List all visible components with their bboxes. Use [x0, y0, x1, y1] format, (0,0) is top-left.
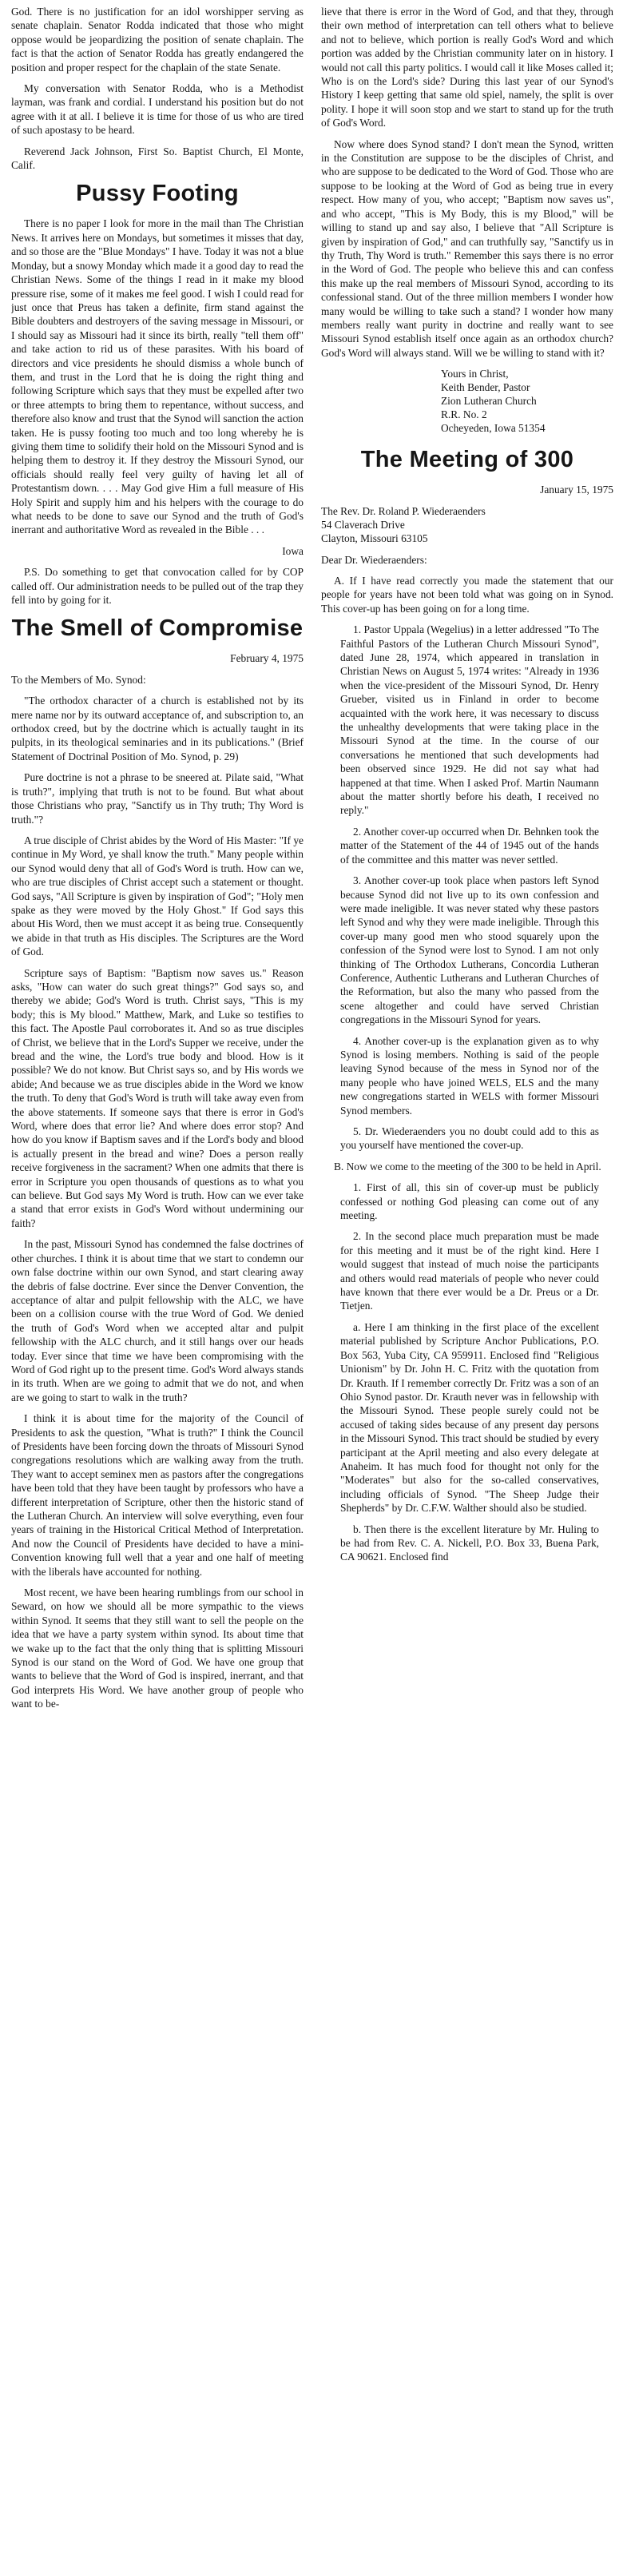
pussy-footing-location: Iowa — [282, 544, 304, 557]
meeting-address — [321, 504, 613, 545]
meeting-item: 5. Dr. Wiederaenders you no doubt could add to this as you yourself have mentioned the cover-up. — [340, 1125, 599, 1152]
meeting-sub-item: b. Then there is the excellent literature by Mr. Huling to be had from Rev. C. A. Nickell, P.O. Box 33, Buena Park, CA 90621. Enclosed find — [340, 1523, 599, 1563]
smell-paragraph: A true disciple of Christ abides by the Word of His Master: "If ye continue in My Word, ye shall know the truth." Many people within our Synod would deny that all of God's Word is truth. How can we, who are true disciples of Christ accept such a statement or thought. God says, "All Scripture is given by inspiration of God"; "Holy men spake as they were moved by the Holy Ghost." If God says this about His Word, then we must accept it as being true. Consequently we abide in that truth as His disciples. The Scriptures are the Word of God. — [11, 834, 304, 958]
smell-continued: lieve that there is error in the Word of God, and that they, through their own method of interpretation can tell others what to believe and not to believe, which portion is really God's Word and which portion was added by the Christian community later on in history. I would not call this party politics. I would call it like Moses called it; Who is on the Lord's side? During this last year of our Synod's History I keep getting that same old spiel, namely, the split is over polity. I hope it will soon stop and we start to stand up for the truth of God's Word. — [321, 6, 613, 129]
smell-paragraph: In the past, Missouri Synod has condemned the false doctrines of other churches. I think it is about time that we start to condemn our own false doctrine within our own Synod, and start clearing away the debris of false doctrine. Ever since the Denver Convention, the acceptance of altar and pulpit fellowship with the ALC, we have been on a collision course with the true Word of God. We denied the truth of God's Word when we accepted altar and pulpit fellowship with the ALC church, and it still hangs over our heads today. Ever since that time we have been compromising with the Word of God right up to the present time. God's Word always stands in its truth. When are we going to admit that we do not, and when are we going to start to walk in the truth? — [11, 1238, 304, 1403]
meeting-item: 4. Another cover-up is the explanation given as to why Synod is losing members. Nothing is said of the people leaving Synod because of the mess in Synod nor of the many people who have joined WELS, ELS and the many new congregations started in WELS with former Missouri Synod members. — [340, 1034, 599, 1117]
left-column — [11, 5, 304, 2576]
smell-continued: Now where does Synod stand? I don't mean the Synod, written in the Constitution are suppose to be the disciples of Christ, and who are suppose to be dedicated to the Word of God. Those who are suppose to be looking at the Word of God as being true in every respect. How many of you, who accept; "Baptism now saves us", and who accept, "This is My Body, this is my Blood," will be willing to stand up and say also, I believe that "All Scripture is given by inspiration of God," and can truthfully say, "Sanctify us in thy Truth, Thy Word is truth." Remember this says there is no error in the Word of God. The people who believe this and can confess this make up the real members of Missouri Synod, according to its confessional stand. Out of the three million members I wonder how many would be willing to take such a stand? I wonder how many members really want purity in doctrine and really want to see Missouri Synod establish itself once again as an orthodox church? God's Word will always stand. Will we be willing to stand with it? — [321, 137, 613, 359]
meeting-sub-item: a. Here I am thinking in the first place of the excellent material published by Scripture Anchor Publications, P.O. Box 563, Yuba City, CA 959911. Enclosed find "Religious Unionism" by Dr. John H. C. Fritz with the quotation from Dr. Krauth. If I remember correctly Dr. Fritz was a son of an Ohio Synod pastor. Dr. Krauth never was in fellowship with the Missouri Synod. These people surely could not be accused of taking sides because of any present day persons in the Missouri Synod. This tract should be studied by every participant at the April meeting and also every delegate at Anaheim. It has much food for thought not only for the "Moderates" but also for the so-called conservatives, including officials of Synod. "The Sheep Judge their Shepherds" by Dr. C.F.W. Walther should also be studied. — [340, 1320, 599, 1515]
intro-paragraph: God. There is no justification for an idol worshipper serving as senate chaplain. Senator Rodda indicated that those who might oppose would be jeopardizing the position of senate chaplain. The fact is that the action of Senator Rodda has greatly endangered the position and proper respect for the chaplain of the state Senate. — [11, 6, 304, 74]
intro-paragraph: My conversation with Senator Rodda, who is a Methodist layman, was frank and cordial. I understand his position but do not agree with it at all. I believe it is time for those of us who are tired of such apostasy to be heard. — [11, 82, 304, 137]
intro-signature: Reverend Jack Johnson, First So. Baptist Church, El Monte, Calif. — [11, 145, 304, 172]
signature-line: Yours in Christ, — [441, 368, 509, 380]
meeting-b-item: 1. First of all, this sin of cover-up must be publicly confessed or nothing God pleasing can come out of any meeting. — [340, 1181, 599, 1222]
signature-line: Zion Lutheran Church — [441, 395, 537, 408]
pussy-footing-body: There is no paper I look for more in the mail than The Christian News. It arrives here on Mondays, but sometimes it misses that day, and so those are the "Blue Mondays" I have. Today it was not a blue Monday, but a snowy Monday which made it a good day to read the Christian News. Some of the things I read in it make my blood pressure rise, some of it makes me feel good. I wish I could read for just once that Preus has taken a definite, firm stand against the Bible doubters and destroyers of the saving message in Missouri, or I should say as Missouri had it since its birth, really "tell them off" and take action to rid us of these parasites. With his board of directors and vice presidents he should dismiss a whole bunch of them, and trust in the Lord that he is doing the right thing and following Scripture which says that they must be expelled after two or three attempts to bring them to repentance, without success, and therefore also know and trust that the Synod will sanction the action taken. He is pussy footing too much and too long whereby he is giving them time to solidify their hold on the Missouri Synod and is helping them to destroy it. If they destroy the Missouri Synod, our officials should really feel very guilty of having let all of Protestantism down. . . . May God give Him a full measure of His Holy Spirit and supply him and his helpers with the courage to do what needs to be done to save our Synod and the truth of God's inerrant and authoritative Word as revealed in the Bible . . . — [11, 217, 304, 536]
meeting-item: 1. Pastor Uppala (Wegelius) in a letter addressed "To The Faithful Pastors of the Lutheran Church Missouri Synod", dated June 28, 1974, which appeared in translation in Christian News on August 5, 1974 writes: "Already in 1936 when the vice-president of the Missouri Synod, Dr. Henry Grueber, visited us in Finland in order to become acquainted with the work here, it was necessary to discuss the unhealthy developments that were taking place in the Missouri Synod at the time. In the course of our conversations he mentioned that such developments had been observed since 1929. He did not say what had happened at that time. When I asked Prof. Martin Naumann about the matter shortly before his death, I received no reply." — [340, 623, 599, 817]
smell-quote: "The orthodox character of a church is established not by its mere name nor by its outward acceptance of, and subscription to, an orthodox creed, but by the doctrine which is actually taught in its pulpits, in its theological seminaries and in its publications." (Brief Statement of Doctrinal Position of Mo. Synod, p. 29) — [11, 695, 304, 762]
smell-of-compromise-title: The Smell of Compromise — [11, 615, 304, 642]
address-line: 54 Claverach Drive — [321, 518, 405, 531]
meeting-date: January 15, 1975 — [540, 484, 613, 496]
signature-line: R.R. No. 2 — [441, 408, 487, 421]
address-line: The Rev. Dr. Roland P. Wiederaenders — [321, 504, 486, 517]
address-line: Clayton, Missouri 63105 — [321, 532, 428, 544]
pussy-footing-title: Pussy Footing — [76, 181, 239, 207]
meeting-item: 3. Another cover-up took place when pastors left Synod because Synod did not live up to its own confession and were made ineligible. It was never stated why these pastors left Synod and why they were made ineligible. Through this cover-up many good men who stood squarely upon the confession of the Synod were lost to Synod. I am not only thinking of The Orthodox Lutherans, Concordia Lutheran Conference, Authentic Lutherans and Lutheran Churches of the Reformation, but also the many who passed from the scene altogether and could have served Christian congregations in the Missouri Synod for years. — [340, 874, 599, 1026]
meeting-b-item: 2. In the second place much preparation must be made for this meeting and it must be of the right kind. Here I would suggest that instead of much noise the participants and others would read materials of people who never could have known that there ever would be a Dr. Preus or a Dr. Tietjen. — [340, 1230, 599, 1312]
smell-paragraph: Scripture says of Baptism: "Baptism now saves us." Reason asks, "How can water do such great things?" God says so, and thereby we abide; God's Word is truth. Christ says, "This is my body; this is My blood." Matthew, Mark, and Luke so testifies to this fact. The Apostle Paul corroborates it. And so as true disciples of Christ, we believe that in the Lord's Supper we receive, under the bread and the wine, the Lord's true body and blood. How is it possible? We do not know. But Christ says so, and by His words we abide; And because we as true disciples abide in the Word we know the truth. To deny that God's Word is truth will take away even from the above statements. If someone says that there is error in God's Word, where does that error lie? And where does error stop? And how do you know if Baptism saves and if the Lord's body and blood is actually present in the bread and wine? Does a person really receive forgiveness in the sacrament? When one admits that there is error in Scripture you open thousands of questions as to what you can believe. But God says My Word is truth. How can we ever take a stand that error exists in God's Word without undermining our faith? — [11, 966, 304, 1229]
pussy-footing-ps: P.S. Do something to get that convocation called for by COP called off. Our administration needs to be pulled out of the trap they fell into by going for it. — [11, 566, 304, 607]
right-column — [321, 5, 613, 2576]
smell-paragraph: Most recent, we have been hearing rumblings from our school in Seward, on how we should all be more sympathic to the views within Synod. It seems that they still want to sell the people on the idea that we have a party system within synod. Its about time that we wake up to the fact that the only thing that is splitting Missouri Synod is our stand on the Word of God. We have one group that wants to believe that the Word of God is inspired, inerrant, and that God interprets His Word. We have another group of people who want to be- — [11, 1587, 304, 1710]
meeting-section-a: A. If I have read correctly you made the statement that our people for years have not been told what was going on in Synod. This cover-up has been going on for a long time. — [321, 574, 613, 615]
smell-date: February 4, 1975 — [230, 652, 304, 665]
smell-signature — [321, 367, 613, 435]
meeting-section-b: B. Now we come to the meeting of the 300 to be held in April. — [334, 1160, 601, 1173]
smell-salutation: To the Members of Mo. Synod: — [11, 673, 146, 686]
signature-line: Keith Bender, Pastor — [441, 381, 530, 394]
smell-paragraph: Pure doctrine is not a phrase to be sneered at. Pilate said, "What is truth?", implying that truth is not to be found. But what about those Christians who pray, "Sanctify us in Thy truth; Thy Word is truth."? — [11, 771, 304, 826]
meeting-salutation: Dear Dr. Wiederaenders: — [321, 553, 427, 566]
meeting-of-300-title: The Meeting of 300 — [360, 447, 574, 473]
signature-line: Ocheyeden, Iowa 51354 — [441, 422, 546, 435]
smell-paragraph: I think it is about time for the majority of the Council of Presidents to ask the question, "What is truth?" I think the Council of Presidents have been forcing down the throats of Missouri Synod congregations resolutions which are walking away from the truth. They want to accept seminex men as pastors after the congregations have been told that they have been taught by professors who have a different interpretation of Scripture, other then the historic stand of the Lutheran Church. An interview will solve everything, even four years of training in the Historical Critical Method of Interpretation. And now the Council of Presidents have decided to have a mini-Convention knowing full well that a year and one half of meeting with the liberals have accounted for nothing. — [11, 1412, 304, 1578]
meeting-item: 2. Another cover-up occurred when Dr. Behnken took the matter of the Statement of the 44 of 1945 out of the hands of the committee and this matter was never settled. — [340, 825, 599, 866]
